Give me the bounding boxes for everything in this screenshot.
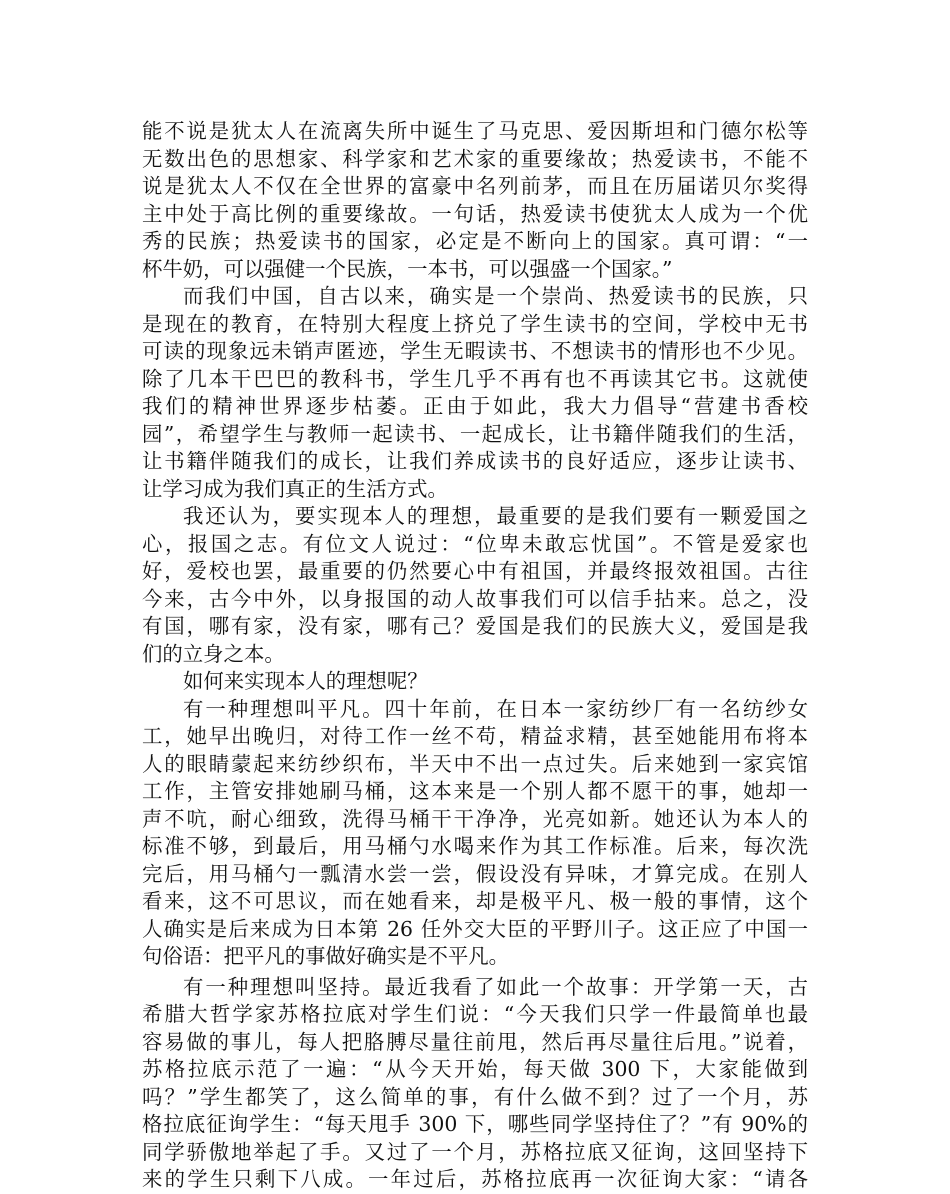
text-line: 句俗语：把平凡的事做好确实是不平凡。 — [142, 944, 510, 968]
text-line: 我还认为，要实现本人的理想，最重要的是我们要有一颗爱国之 — [183, 504, 808, 528]
text-line: 希腊大哲学家苏格拉底对学生们说：“今天我们只学一件最简单也最 — [142, 1002, 808, 1026]
text-line: 好，爱校也罢，最重要的仍然要心中有祖国，并最终报效祖国。古往 — [142, 559, 808, 583]
text-line: 工作，主管安排她刷马桶，这本来是一个别人都不愿干的事，她却一 — [142, 779, 808, 803]
text-line: 容易做的事儿，每人把胳膊尽量往前甩，然后再尽量往后甩。”说着， — [142, 1029, 808, 1054]
text-line: 吗？”学生都笑了，这么简单的事，有什么做不到？过了一个月，苏 — [142, 1084, 808, 1109]
body-text — [142, 118, 808, 1194]
text-line: 工，她早出晚归，对待工作一丝不苟，精益求精，甚至她能用布将本 — [142, 724, 808, 748]
text-line: 我们的精神世界逐步枯萎。正由于如此，我大力倡导“营建书香校 — [142, 394, 808, 418]
text-line: 声不吭，耐心细致，洗得马桶干干净净，光亮如新。她还认为本人的 — [142, 806, 808, 831]
text-line: 除了几本干巴巴的教科书，学生几乎不再有也不再读其它书。这就使 — [142, 366, 808, 391]
text-line: 看来，这不可思议，而在她看来，却是极平凡、极一般的事情，这个 — [142, 889, 808, 913]
text-line: 苏格拉底示范了一遍：“从今天开始，每天做 300 下，大家能做到 — [142, 1057, 808, 1081]
text-line: 让学习成为我们真正的生活方式。 — [142, 476, 448, 501]
text-line: 无数出色的思想家、科学家和艺术家的重要缘故；热爱读书，不能不 — [142, 146, 808, 171]
text-line: 标准不够，到最后，用马桶勺水喝来作为其工作标准。后来，每次洗 — [142, 834, 808, 858]
text-line: 能不说是犹太人在流离失所中诞生了马克思、爱因斯坦和门德尔松等 — [142, 119, 808, 143]
text-line: 秀的民族；热爱读书的国家，必定是不断向上的国家。真可谓：“一 — [142, 229, 808, 253]
text-line: 有一种理想叫坚持。最近我看了如此一个故事：开学第一天，古 — [183, 974, 808, 999]
text-line: 有一种理想叫平凡。四十年前，在日本一家纺纱厂有一名纺纱女 — [183, 696, 808, 721]
text-line: 格拉底征询学生：“每天甩手 300 下，哪些同学坚持住了？”有 90%的 — [142, 1112, 808, 1136]
text-line: 如何来实现本人的理想呢？ — [183, 669, 428, 693]
text-line: 心，报国之志。有位文人说过：“位卑未敢忘忧国”。不管是爱家也 — [142, 531, 808, 556]
text-line: 们的立身之本。 — [142, 641, 285, 666]
text-line: 园”，希望学生与教师一起读书、一起成长，让书籍伴随我们的生活， — [142, 421, 808, 446]
text-line: 可读的现象远未销声匿迹，学生无暇读书、不想读书的情形也不少见。 — [142, 339, 808, 363]
text-line: 来的学生只剩下八成。一年过后，苏格拉底再一次征询大家：“请各 — [142, 1167, 808, 1191]
text-line: 完后，用马桶勺一瓢清水尝一尝，假设没有异味，才算完成。在别人 — [142, 861, 808, 886]
text-line: 同学骄傲地举起了手。又过了一个月，苏格拉底又征询，这回坚持下 — [142, 1139, 808, 1164]
text-line: 主中处于高比例的重要缘故。一句话，热爱读书使犹太人成为一个优 — [142, 201, 808, 226]
text-line: 有国，哪有家，没有家，哪有己？爱国是我们的民族大义，爱国是我 — [142, 614, 808, 638]
text-line: 是现在的教育，在特别大程度上挤兑了学生读书的空间，学校中无书 — [142, 311, 808, 336]
text-line: 让书籍伴随我们的成长，让我们养成读书的良好适应，逐步让读书、 — [142, 449, 808, 473]
text-line: 人的眼睛蒙起来纺纱织布，半天中不出一点过失。后来她到一家宾馆 — [142, 751, 808, 776]
text-line: 说是犹太人不仅在全世界的富豪中名列前茅，而且在历届诺贝尔奖得 — [142, 174, 808, 198]
text-line: 人确实是后来成为日本第 26 任外交大臣的平野川子。这正应了中国一 — [142, 916, 808, 941]
text-line: 杯牛奶，可以强健一个民族，一本书，可以强盛一个国家。” — [142, 256, 673, 281]
text-line: 今来，古今中外，以身报国的动人故事我们可以信手拈来。总之，没 — [142, 586, 808, 611]
text-line: 而我们中国，自古以来，确实是一个崇尚、热爱读书的民族，只 — [183, 284, 808, 308]
